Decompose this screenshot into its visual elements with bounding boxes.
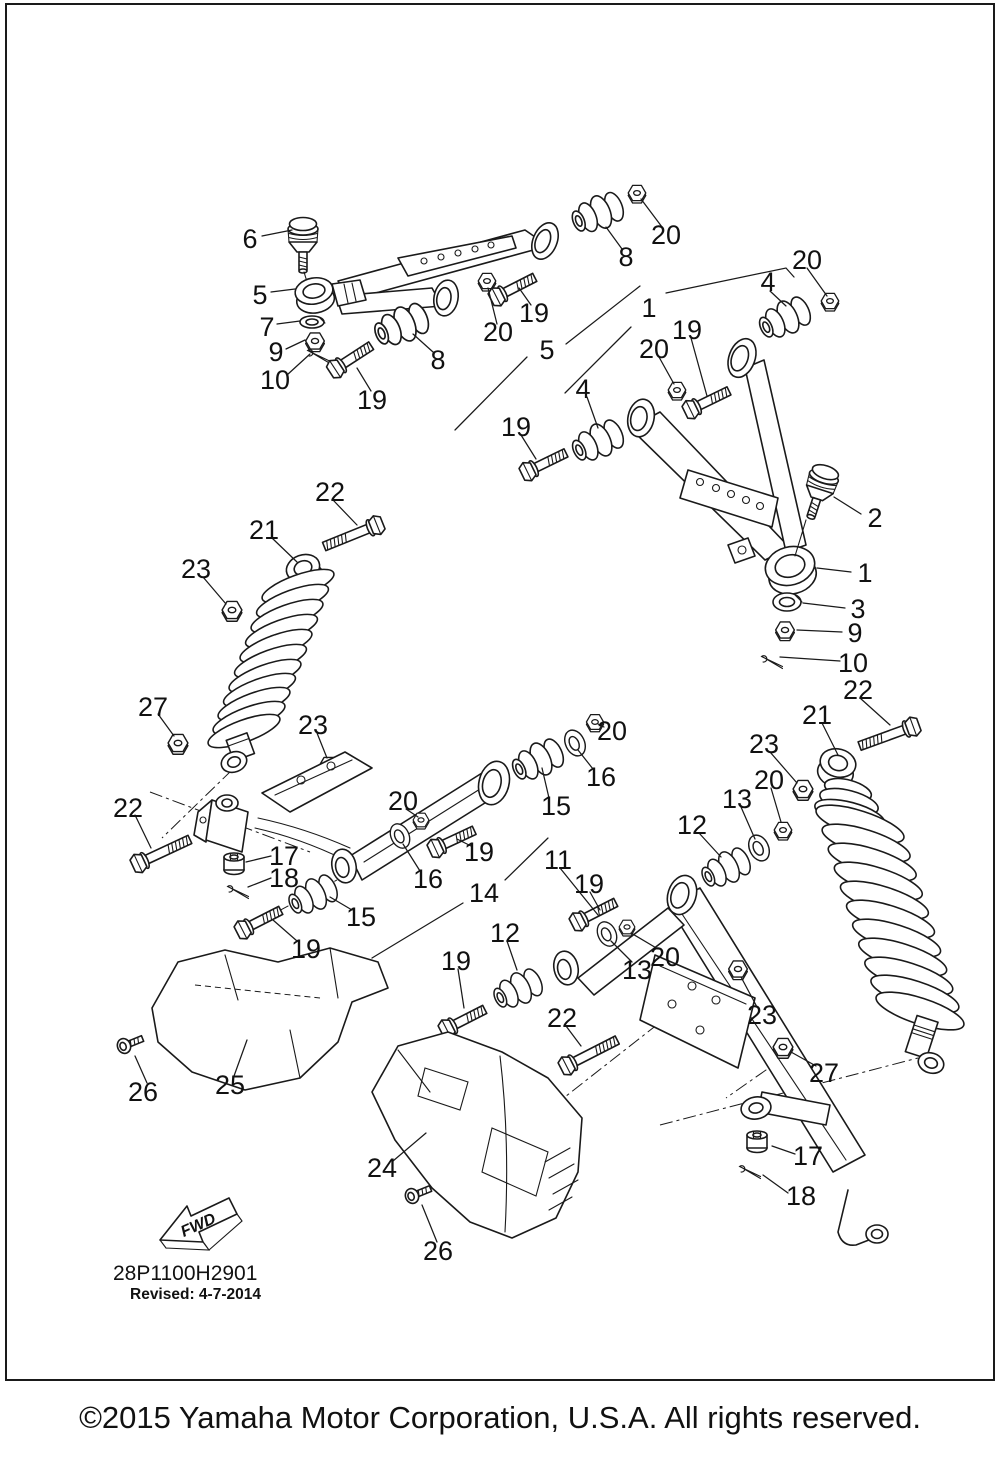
callout-22: 22: [314, 477, 346, 507]
callout-9: 9: [268, 337, 284, 367]
callout-15: 15: [540, 791, 572, 821]
callout-20: 20: [638, 334, 670, 364]
callout-19: 19: [573, 869, 605, 899]
callout-7: 7: [259, 312, 275, 342]
callout-19: 19: [500, 412, 532, 442]
upper-arm-right-group: [518, 292, 842, 668]
callout-9: 9: [847, 618, 863, 648]
callout-4: 4: [760, 267, 776, 297]
callout-22: 22: [112, 793, 144, 823]
callout-17: 17: [268, 841, 300, 871]
callout-19: 19: [671, 315, 703, 345]
callout-21: 21: [248, 515, 280, 545]
callout-20: 20: [596, 716, 628, 746]
fwd-label: FWD: [178, 1210, 219, 1241]
callout-23: 23: [746, 1000, 778, 1030]
splash-guard-center: [372, 1032, 582, 1238]
callout-22: 22: [842, 675, 874, 705]
callout-3: 3: [850, 594, 866, 624]
callout-2: 2: [867, 503, 883, 533]
callout-8: 8: [430, 345, 446, 375]
callout-25: 25: [214, 1070, 246, 1100]
callout-13: 13: [621, 955, 653, 985]
callout-26: 26: [127, 1077, 159, 1107]
upper-arm-left-group: [288, 185, 646, 380]
callout-27: 27: [137, 692, 169, 722]
callout-1: 1: [641, 293, 657, 323]
callout-17: 17: [792, 1141, 824, 1171]
callout-16: 16: [412, 864, 444, 894]
callout-24: 24: [366, 1153, 398, 1183]
callout-23: 23: [180, 554, 212, 584]
callout-12: 12: [489, 918, 521, 948]
callout-19: 19: [440, 946, 472, 976]
part-number: 28P1100H2901: [113, 1262, 258, 1285]
revision-date: Revised: 4-7-2014: [130, 1286, 261, 1303]
callout-16: 16: [585, 762, 617, 792]
callout-12: 12: [676, 810, 708, 840]
callout-20: 20: [791, 245, 823, 275]
callout-19: 19: [518, 298, 550, 328]
callout-20: 20: [482, 317, 514, 347]
callout-10: 10: [837, 648, 869, 678]
callout-4: 4: [575, 374, 591, 404]
callout-20: 20: [650, 220, 682, 250]
callout-5: 5: [252, 280, 268, 310]
callout-10: 10: [259, 365, 291, 395]
callout-27: 27: [808, 1058, 840, 1088]
callout-20: 20: [753, 765, 785, 795]
callout-11: 11: [543, 845, 573, 875]
callout-23: 23: [297, 710, 329, 740]
callout-18: 18: [785, 1181, 817, 1211]
fwd-arrow: [160, 1198, 242, 1250]
callout-26: 26: [422, 1236, 454, 1266]
callout-19: 19: [463, 837, 495, 867]
callout-5: 5: [539, 335, 555, 365]
callout-8: 8: [618, 242, 634, 272]
callout-1: 1: [857, 558, 873, 588]
callout-23: 23: [748, 729, 780, 759]
callout-18: 18: [268, 863, 300, 893]
callout-20: 20: [649, 942, 681, 972]
callout-19: 19: [356, 385, 388, 415]
splash-guard-left: [115, 948, 388, 1090]
callout-6: 6: [242, 224, 258, 254]
callout-14: 14: [468, 878, 500, 908]
callout-13: 13: [721, 784, 753, 814]
callout-19: 19: [290, 934, 322, 964]
callout-15: 15: [345, 902, 377, 932]
copyright-line: ©2015 Yamaha Motor Corporation, U.S.A. All rights reserved.: [79, 1400, 921, 1435]
callout-21: 21: [801, 700, 833, 730]
callout-20: 20: [387, 786, 419, 816]
callout-22: 22: [546, 1003, 578, 1033]
